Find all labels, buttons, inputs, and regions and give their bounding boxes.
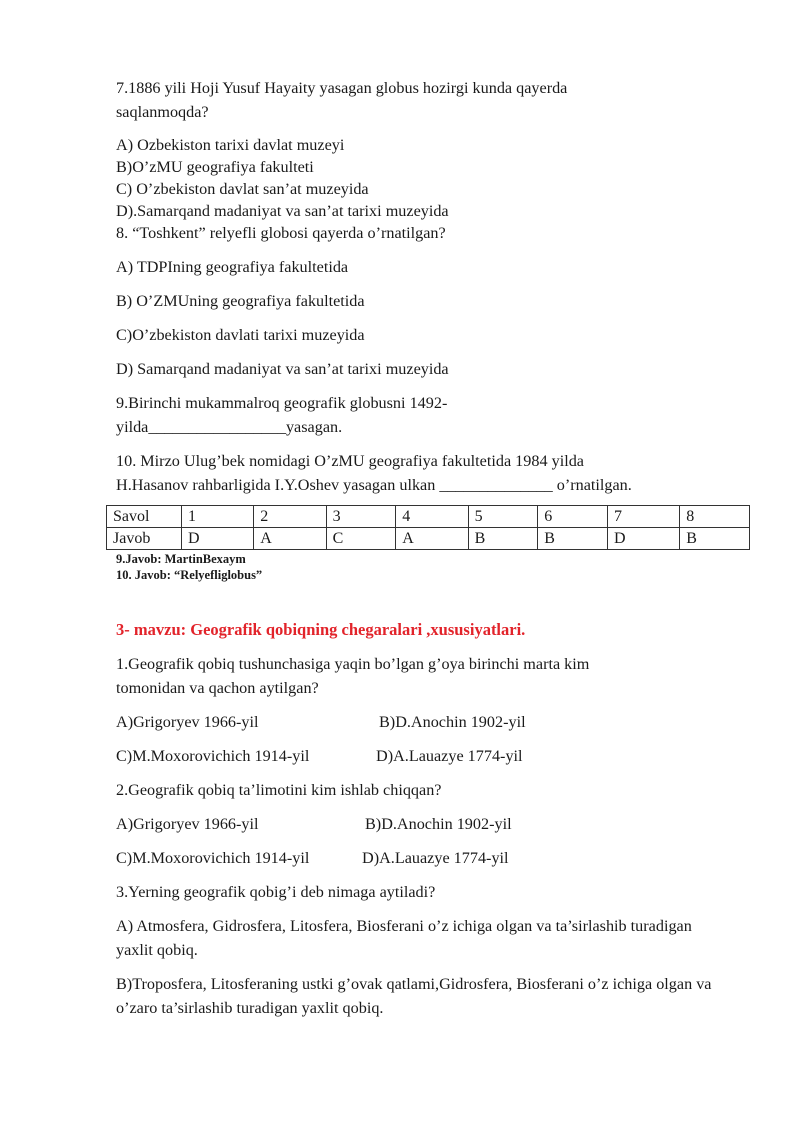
s3q1-option-c: C)M.Moxorovichich 1914-yil: [116, 747, 310, 765]
table-cell: 7: [607, 506, 679, 528]
s3q2-option-b: B)D.Anochin 1902-yil: [365, 815, 512, 833]
q8-option-c: C)O’zbekiston davlati tarixi muzeyida: [116, 326, 365, 344]
s3q3-option-a: A) Atmosfera, Gidrosfera, Litosfera, Biosferani o’z ichiga olgan va ta’sirlashib turadigan yaxlit qobiq.: [116, 917, 692, 959]
table-cell: D: [182, 528, 254, 550]
table-cell: 1: [182, 506, 254, 528]
table-row-label: Savol: [107, 506, 182, 528]
table-cell: D: [607, 528, 679, 550]
q7-option-a: A) Ozbekiston tarixi davlat muzeyi: [116, 136, 345, 154]
table-cell: 3: [326, 506, 396, 528]
answer-note-9: 9.Javob: MartinBexaym: [116, 552, 246, 566]
s3q1-option-b: B)D.Anochin 1902-yil: [379, 713, 526, 731]
q8-option-d: D) Samarqand madaniyat va san’at tarixi muzeyida: [116, 360, 449, 378]
answer-table-row-questions: [107, 506, 750, 528]
q10-question-line2: H.Hasanov rahbarligida I.Y.Oshev yasagan ulkan ______________ o’rnatilgan.: [116, 476, 632, 494]
q7-question-line1: 7.1886 yili Hoji Yusuf Hayaity yasagan globus hozirgi kunda qayerda: [116, 79, 568, 97]
answer-note-10: 10. Javob: “Relyefliglobus”: [116, 568, 263, 582]
table-row-label: Javob: [107, 528, 182, 550]
s3q2-option-d: D)A.Lauazye 1774-yil: [362, 849, 509, 867]
table-cell: 8: [680, 506, 750, 528]
table-cell: 5: [468, 506, 538, 528]
table-cell: A: [254, 528, 326, 550]
q8-option-b: B) O’ZMUning geografiya fakultetida: [116, 292, 365, 310]
q10-question-line1: 10. Mirzo Ulug’bek nomidagi O’zMU geografiya fakultetida 1984 yilda: [116, 452, 584, 470]
table-cell: B: [468, 528, 538, 550]
q8-option-a: A) TDPIning geografiya fakultetida: [116, 258, 349, 276]
q7-option-b: B)O’zMU geografiya fakulteti: [116, 158, 314, 176]
table-cell: 2: [254, 506, 326, 528]
table-cell: B: [538, 528, 608, 550]
table-cell: B: [680, 528, 750, 550]
s3q2-option-c: C)M.Moxorovichich 1914-yil: [116, 849, 310, 867]
answer-table: [106, 505, 750, 550]
table-cell: A: [396, 528, 468, 550]
q9-question-line2: yilda_________________yasagan.: [116, 418, 343, 436]
table-cell: 6: [538, 506, 608, 528]
table-cell: C: [326, 528, 396, 550]
q8-question: 8. “Toshkent” relyefli globosi qayerda o’rnatilgan?: [116, 224, 446, 242]
s3q3-option-b: B)Troposfera, Litosferaning ustki g’ovak qatlami,Gidrosfera, Biosferani o’z ichiga olgan va o’zaro ta’sirlashib turadigan yaxlit qobiq.: [116, 975, 712, 1017]
answer-table-row-answers: [107, 528, 750, 550]
s3q1-option-a: A)Grigoryev 1966-yil: [116, 713, 259, 731]
table-cell: 4: [396, 506, 468, 528]
q9-question-line1: 9.Birinchi mukammalroq geografik globusni 1492-: [116, 394, 448, 412]
q7-option-c: C) O’zbekiston davlat san’at muzeyida: [116, 180, 369, 198]
q7-option-d: D).Samarqand madaniyat va san’at tarixi muzeyida: [116, 202, 449, 220]
section-heading: 3- mavzu: Geografik qobiqning chegaralari ,xususiyatlari.: [116, 620, 526, 639]
s3q3-question: 3.Yerning geografik qobig’i deb nimaga aytiladi?: [116, 883, 436, 901]
s3q1-option-d: D)A.Lauazye 1774-yil: [376, 747, 523, 765]
s3q2-option-a: A)Grigoryev 1966-yil: [116, 815, 259, 833]
s3q2-question: 2.Geografik qobiq ta’limotini kim ishlab chiqqan?: [116, 781, 442, 799]
q7-question-line2: saqlanmoqda?: [116, 103, 209, 121]
s3q1-question-line1: 1.Geografik qobiq tushunchasiga yaqin bo’lgan g’oya birinchi marta kim: [116, 655, 590, 673]
s3q1-question-line2: tomonidan va qachon aytilgan?: [116, 679, 319, 697]
